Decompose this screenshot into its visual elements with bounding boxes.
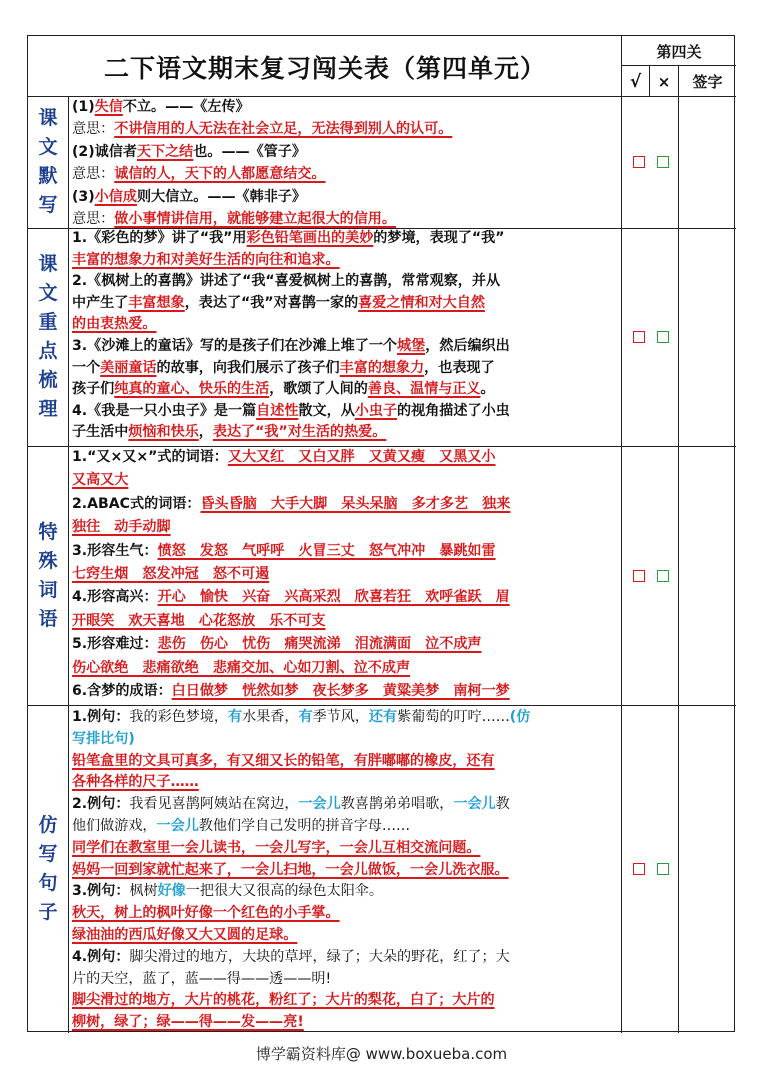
line: 孩子们纯真的童心、快乐的生活，歌颂了人间的善良、温情与正义。	[72, 381, 495, 398]
unit-header: 第四关	[656, 42, 702, 61]
line: 1.“又×又×”式的词语：又大又红 又白又胖 又黄又瘦 又黑又小	[72, 449, 496, 465]
checkbox-wrong[interactable]	[657, 331, 669, 343]
line: 中产生了丰富想象，表达了“我”对喜鹊一家的喜爱之情和对大自然	[72, 294, 485, 311]
sign-header: 签字	[692, 73, 723, 91]
line: 丰富的想象力和对美好生活的向往和追求。	[72, 251, 340, 268]
footer-watermark: 博学霸资料库@ www.boxueba.com	[255, 1045, 508, 1063]
line: 各种各样的尺子……	[72, 774, 199, 791]
section-label-dictation: 课 文 默 写	[38, 107, 58, 216]
line: 伤心欲绝 悲痛欲绝 悲痛交加、心如刀割、泣不成声	[72, 659, 411, 676]
line: 妈妈一回到家就忙起来了，一会儿扫地，一会儿做饭，一会儿洗衣服。	[72, 861, 509, 878]
line: 3.形容生气：愤怒 发怒 气呼呼 火冒三丈 怒气冲冲 暴跳如雷	[72, 542, 496, 559]
line: 5.形容难过：悲伤 伤心 忧伤 痛哭流涕 泪流满面 泣不成声	[72, 636, 482, 653]
section-special-words-content	[70, 446, 622, 703]
check-header: √	[629, 71, 642, 92]
line: 又高又大	[72, 472, 129, 489]
line: 的由衷热爱。	[72, 316, 157, 333]
line: 绿油油的西瓜好像又大又圆的足球。	[72, 926, 298, 943]
section-label-key-points: 课 文 重 点 梳 理	[38, 253, 58, 420]
line: 意思：做小事情讲信用，就能够建立起很大的信用。	[72, 210, 396, 227]
line: 脚尖滑过的地方，大片的桃花，粉红了；大片的梨花，白了；大片的	[72, 992, 495, 1009]
divider	[649, 66, 650, 97]
line: 开眼笑 欢天喜地 心花怒放 乐不可支	[72, 612, 326, 629]
line: 片的天空，蓝了，蓝——得——透——明!	[72, 970, 332, 987]
line: 他们做游戏，一会儿教他们学自己发明的拼音字母……	[72, 817, 411, 834]
line: 2.《枫树上的喜鹊》讲述了“我“喜爱枫树上的喜鹊，常常观察，并从	[72, 273, 501, 290]
checkbox-done[interactable]	[633, 331, 645, 343]
check-boxes-section-1	[622, 96, 679, 228]
checkbox-wrong[interactable]	[657, 570, 669, 582]
checkbox-done[interactable]	[633, 570, 645, 582]
line: 写排比句)	[72, 730, 135, 747]
line: 七窍生烟 怒发冲冠 怒不可遏	[72, 565, 270, 582]
line: 意思：不讲信用的人无法在社会立足，无法得到别人的认可。	[72, 121, 453, 138]
line: 独往 动手动脚	[72, 519, 171, 536]
line: (1)失信不立。——《左传》	[72, 99, 250, 115]
line: 4.例句：脚尖滑过的地方，大块的草坪，绿了；大朵的野花，红了；大	[72, 948, 510, 965]
line: 2.ABAC式的词语：昏头昏脑 大手大脚 呆头呆脑 多才多艺 独来	[72, 495, 511, 512]
line: 3.例句：枫树好像一把很大又很高的绿色太阳伞。	[72, 883, 383, 900]
review-sheet	[27, 35, 735, 1032]
line: 6.含梦的成语：白日做梦 恍然如梦 夜长梦多 黄粱美梦 南柯一梦	[72, 682, 510, 699]
line: 意思：诚信的人，天下的人都愿意结交。	[72, 166, 326, 183]
line: 2.例句：我看见喜鹊阿姨站在窝边，一会儿教喜鹊弟弟唱歌，一会儿教	[72, 796, 510, 813]
divider	[622, 65, 736, 66]
line: 柳树，绿了；绿——得——发——亮!	[72, 1014, 304, 1031]
check-boxes-section-4	[622, 705, 679, 1033]
line: 子生活中烦恼和快乐，表达了“我”对生活的热爱。	[72, 424, 387, 441]
section-key-points-content	[70, 228, 622, 444]
line: 1.《彩色的梦》讲了“我”用彩色铅笔画出的美妙的梦境，表现了“我”	[72, 230, 505, 246]
section-sentence-writing-content	[70, 707, 622, 1034]
checkbox-wrong[interactable]	[657, 156, 669, 168]
section-dictation-content	[70, 96, 622, 230]
checkbox-done[interactable]	[633, 863, 645, 875]
line: 铅笔盒里的文具可真多，有又细又长的铅笔，有胖嘟嘟的橡皮，还有	[72, 752, 495, 769]
line: (2)诚信者天下之结也。——《管子》	[72, 143, 306, 160]
divider	[68, 96, 69, 1033]
line: 4.《我是一只小虫子》是一篇自述性散文，从小虫子的视角描述了小虫	[72, 402, 510, 419]
page-title: 二下语文期末复习闯关表（第四单元）	[103, 53, 546, 83]
section-label-sentence-writing: 仿 写 句 子	[38, 814, 58, 923]
section-label-special-words: 特 殊 词 语	[38, 520, 58, 630]
line: 一个美丽童话的故事，向我们展示了孩子们丰富的想象力，也表现了	[72, 359, 495, 376]
line: 同学们在教室里一会儿读书，一会儿写字，一会儿互相交流问题。	[72, 839, 481, 856]
check-boxes-section-2	[622, 228, 679, 446]
line: 1.例句：我的彩色梦境，有水果香，有季节风，还有紫葡萄的叮咛……(仿	[72, 709, 531, 725]
line: 4.形容高兴：开心 愉快 兴奋 兴高采烈 欣喜若狂 欢呼雀跃 眉	[72, 589, 510, 606]
checkbox-wrong[interactable]	[657, 863, 669, 875]
check-boxes-section-3	[622, 446, 679, 705]
line: 秋天，树上的枫叶好像一个红色的小手掌。	[72, 905, 340, 922]
line: (3)小信成则大信立。——《韩非子》	[72, 188, 306, 205]
line: 3.《沙滩上的童话》写的是孩子们在沙滩上堆了一个城堡，然后编织出	[72, 337, 510, 354]
checkbox-done[interactable]	[633, 156, 645, 168]
cross-header: ×	[657, 72, 671, 91]
